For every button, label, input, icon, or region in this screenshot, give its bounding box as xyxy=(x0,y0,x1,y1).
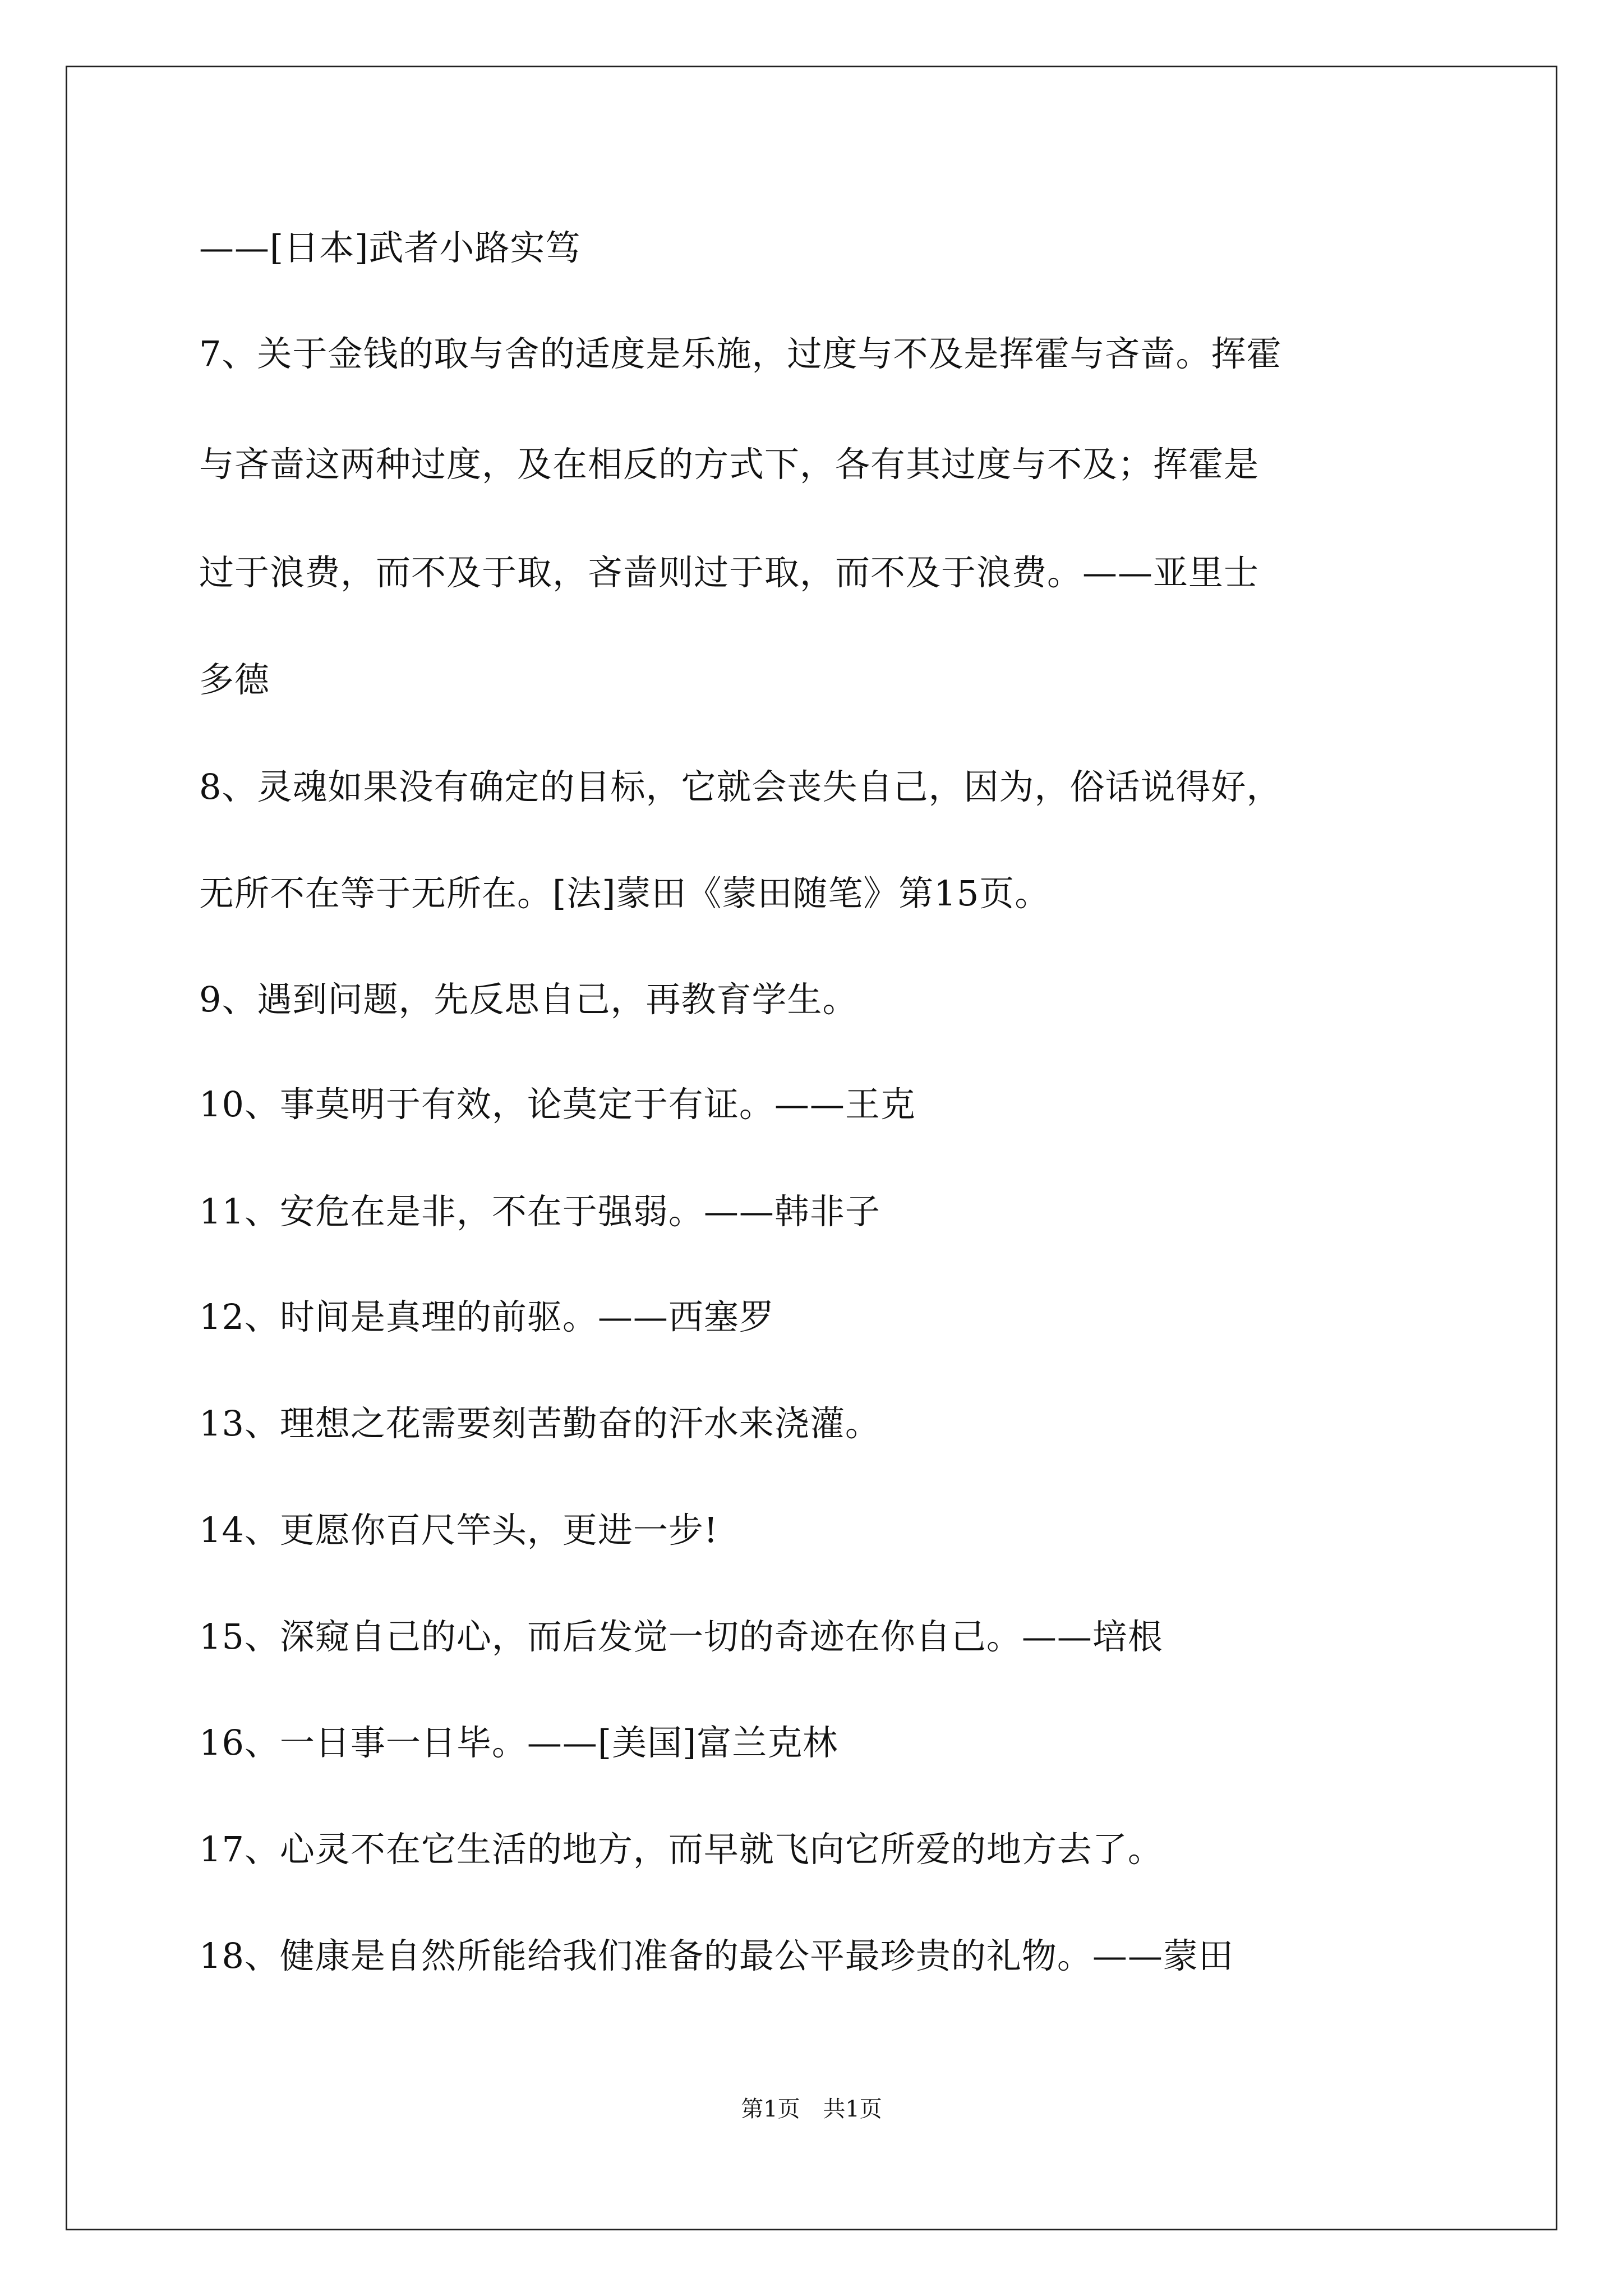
text-line: 12、时间是真理的前驱。——西塞罗 xyxy=(199,1296,774,1337)
text-line: 14、更愿你百尺竿头，更进一步! xyxy=(199,1510,718,1550)
page-number: 第1页 xyxy=(741,2096,800,2122)
text-line: 18、健康是自然所能给我们准备的最公平最珍贵的礼物。——蒙田 xyxy=(199,1935,1234,1976)
page-footer xyxy=(0,2095,1623,2123)
text-line: 13、理想之花需要刻苦勤奋的汗水来浇灌。 xyxy=(199,1403,880,1444)
text-line: ——[日本]武者小路实笃 xyxy=(199,227,581,268)
page-total: 共1页 xyxy=(823,2096,882,2122)
text-line: 11、安危在是非，不在于强弱。——韩非子 xyxy=(199,1191,880,1232)
text-line: 过于浪费，而不及于取，吝啬则过于取，而不及于浪费。——亚里士 xyxy=(199,552,1260,593)
text-line: 15、深窥自己的心，而后发觉一切的奇迹在你自己。——培根 xyxy=(199,1616,1163,1657)
text-line: 无所不在等于无所在。[法]蒙田《蒙田随笔》第15页。 xyxy=(199,873,1050,914)
text-line: 8、灵魂如果没有确定的目标，它就会丧失自己，因为，俗话说得好， xyxy=(199,766,1282,807)
text-line: 与吝啬这两种过度，及在相反的方式下，各有其过度与不及；挥霍是 xyxy=(199,444,1260,485)
page-frame xyxy=(66,66,1557,2230)
text-line: 17、心灵不在它生活的地方，而早就飞向它所爱的地方去了。 xyxy=(199,1829,1163,1870)
text-line: 9、遇到问题，先反思自己，再教育学生。 xyxy=(199,979,858,1020)
text-line: 7、关于金钱的取与舍的适度是乐施，过度与不及是挥霍与吝啬。挥霍 xyxy=(199,333,1282,374)
text-line: 10、事莫明于有效，论莫定于有证。——王克 xyxy=(199,1084,916,1125)
text-line: 多德 xyxy=(199,659,270,700)
text-line: 16、一日事一日毕。——[美国]富兰克林 xyxy=(199,1722,838,1763)
